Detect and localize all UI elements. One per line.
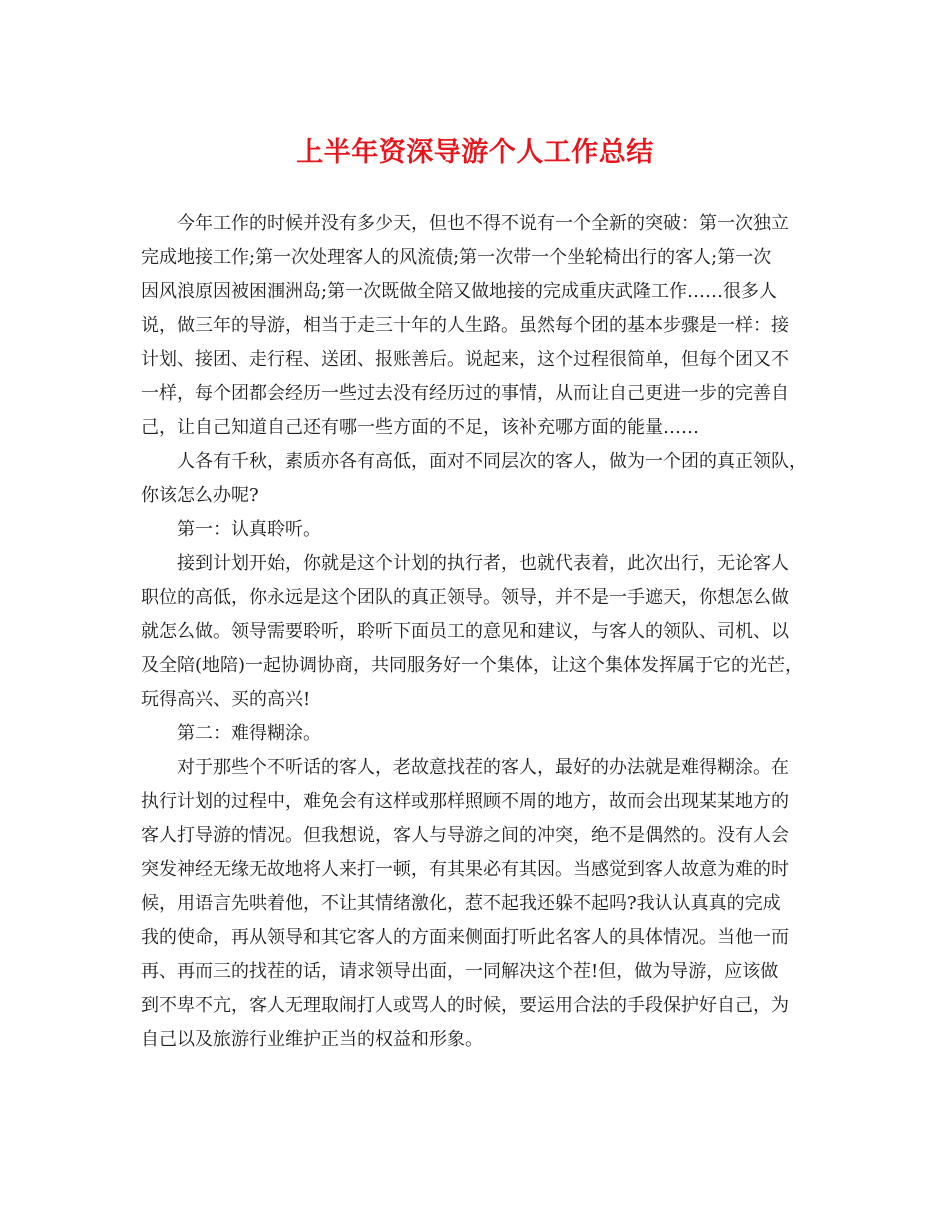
- text-line: 到不卑不亢，客人无理取闹打人或骂人的时候，要运用合法的手段保护好自己，为: [141, 995, 789, 1016]
- text-line: 你该怎么办呢?: [141, 485, 259, 506]
- text-line: 说，做三年的导游，相当于走三十年的人生路。虽然每个团的基本步骤是一样：接: [141, 315, 789, 336]
- text-line: 计划、接团、走行程、送团、报账善后。说起来，这个过程很简单，但每个团又不: [141, 349, 789, 370]
- text-line: 因风浪原因被困涠洲岛;第一次既做全陪又做地接的完成重庆武隆工作……很多人: [141, 281, 778, 302]
- section-heading: 第二：难得糊涂。: [177, 723, 321, 744]
- text-line: 我的使命，再从领导和其它客人的方面来侧面打听此名客人的具体情况。当他一而: [141, 927, 789, 948]
- text-line: 候，用语言先哄着他，不让其情绪激化，惹不起我还躲不起吗?我认认真真的完成: [141, 893, 781, 914]
- text-line: 就怎么做。领导需要聆听，聆听下面员工的意见和建议，与客人的领队、司机、以: [141, 621, 789, 642]
- text-line: 玩得高兴、买的高兴!: [141, 689, 311, 710]
- text-line: 己，让自己知道自己还有哪一些方面的不足，该补充哪方面的能量……: [141, 417, 699, 438]
- text-line: 一样，每个团都会经历一些过去没有经历过的事情，从而让自己更进一步的完善自: [141, 383, 789, 404]
- text-line: 执行计划的过程中，难免会有这样或那样照顾不周的地方，故而会出现某某地方的: [141, 791, 789, 812]
- text-line: 接到计划开始，你就是这个计划的执行者，也就代表着，此次出行，无论客人: [177, 553, 789, 574]
- text-line: 再、再而三的找茬的话，请求领导出面，一同解决这个茬!但，做为导游，应该做: [141, 961, 779, 982]
- text-line: 今年工作的时候并没有多少天，但也不得不说有一个全新的突破：第一次独立: [177, 213, 789, 234]
- text-line: 完成地接工作;第一次处理客人的风流债;第一次带一个坐轮椅出行的客人;第一次: [141, 247, 772, 268]
- text-line: 职位的高低，你永远是这个团队的真正领导。领导，并不是一手遮天，你想怎么做: [141, 587, 789, 608]
- text-line: 客人打导游的情况。但我想说，客人与导游之间的冲突，绝不是偶然的。没有人会: [141, 825, 789, 846]
- text-line: 自己以及旅游行业维护正当的权益和形象。: [141, 1029, 483, 1050]
- section-heading: 第一：认真聆听。: [177, 519, 321, 540]
- document-title: 上半年资深导游个人工作总结: [296, 137, 654, 168]
- document-body: [141, 207, 821, 1057]
- text-line: 人各有千秋，素质亦各有高低，面对不同层次的客人，做为一个团的真正领队，: [177, 451, 807, 472]
- text-line: 对于那些个不听话的客人，老故意找茬的客人，最好的办法就是难得糊涂。在: [177, 757, 789, 778]
- text-line: 突发神经无缘无故地将人来打一顿，有其果必有其因。当感觉到客人故意为难的时: [141, 859, 789, 880]
- text-line: 及全陪(地陪)一起协调协商，共同服务好一个集体，让这个集体发挥属于它的光芒，: [141, 655, 804, 676]
